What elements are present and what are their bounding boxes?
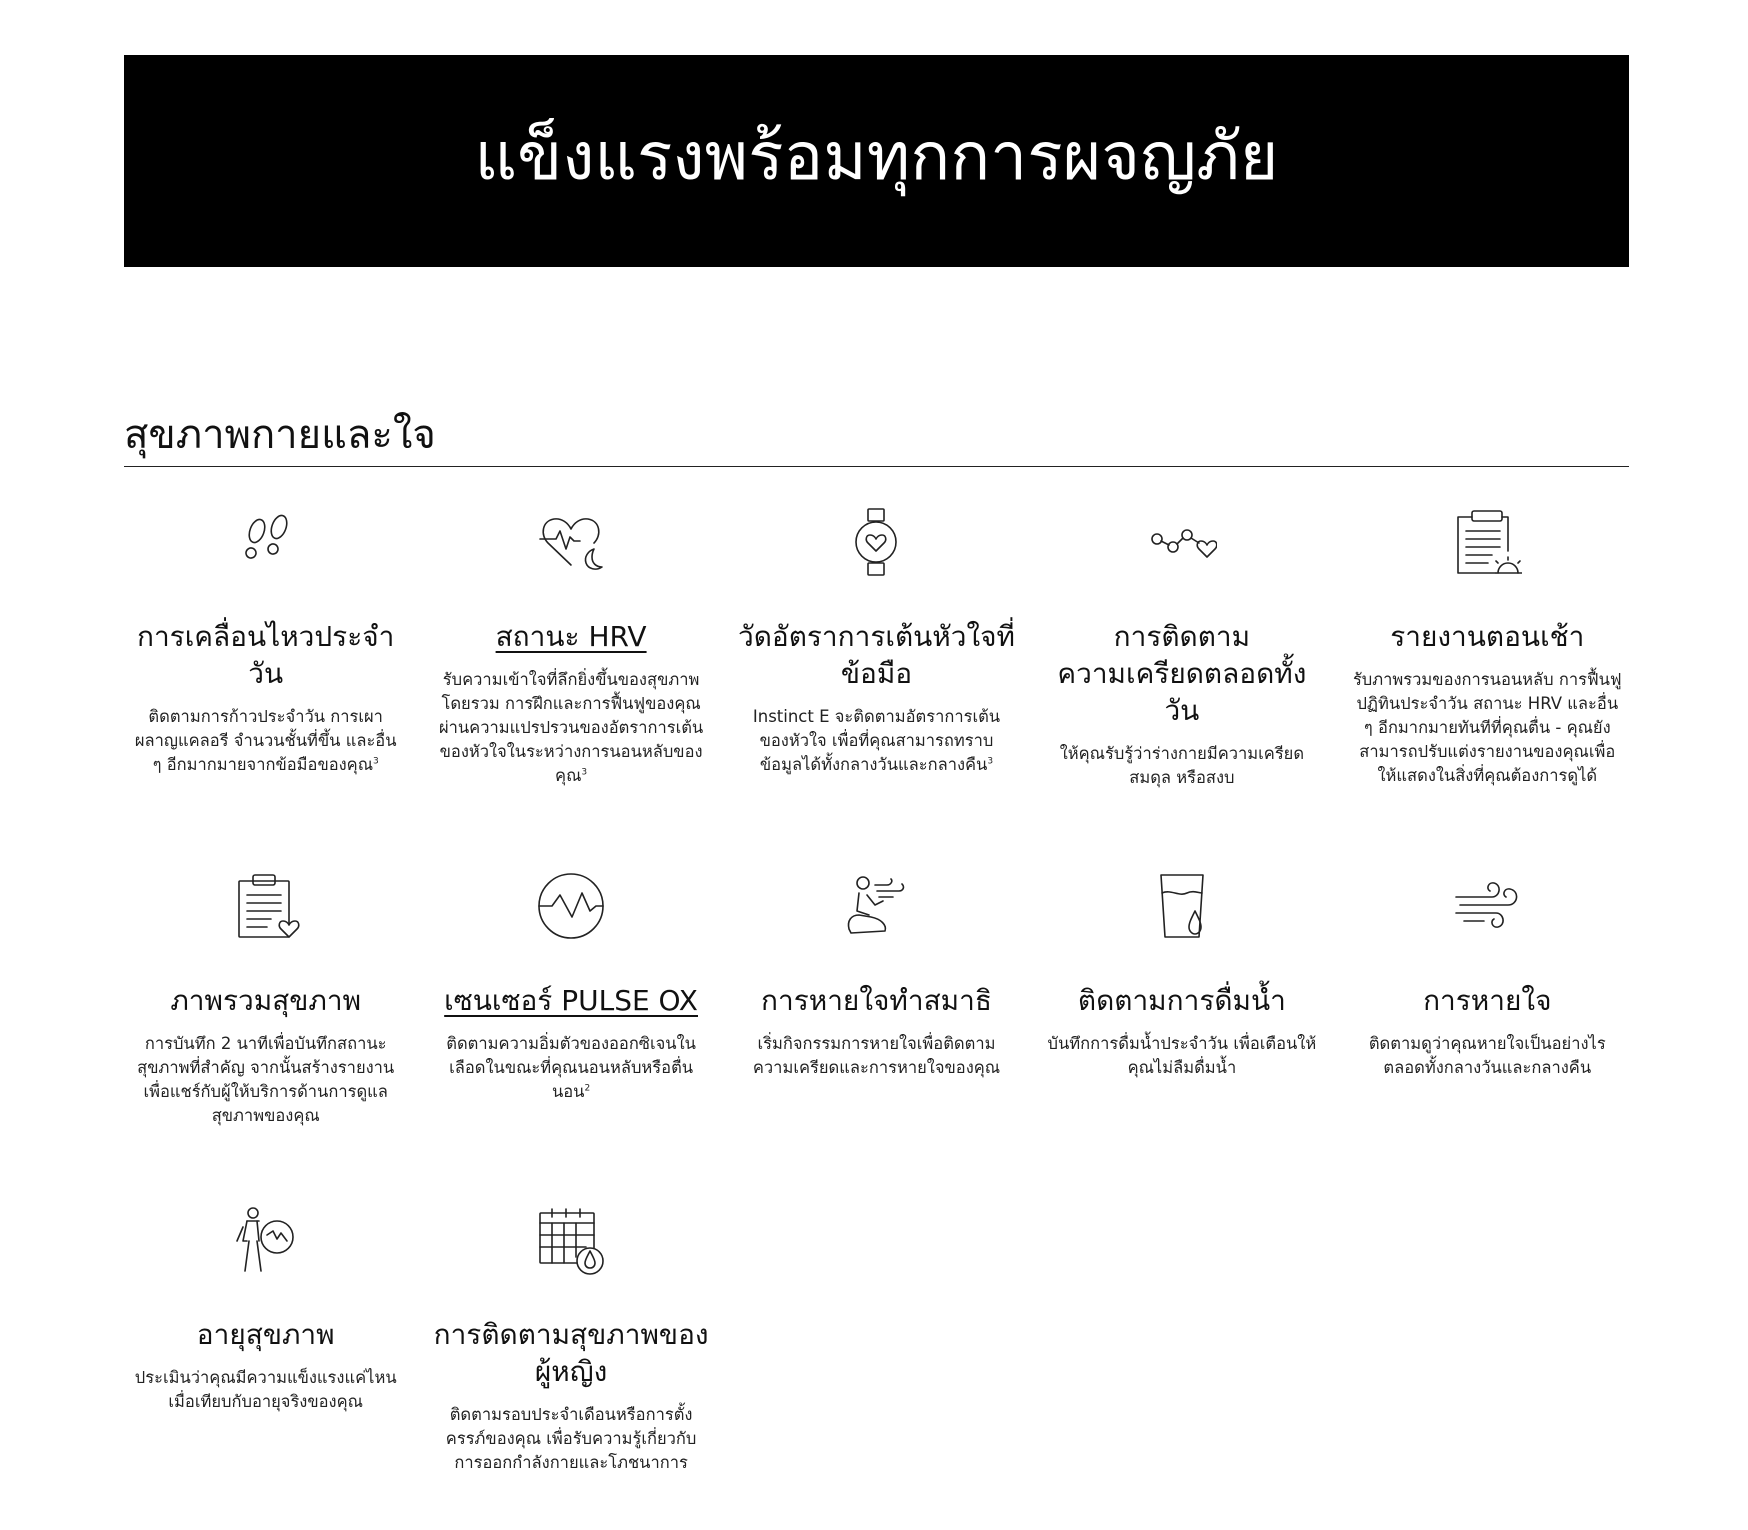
feature-desc: รับภาพรวมของการนอนหลับ การฟื้นฟู ปฏิทินประจำวัน สถานะ HRV และอื่น ๆ อีกมากมายทันทีที่คุณตื่น - คุณยังสามารถปรับแต่งรายงานของคุณเพื่อให้แสดงในสิ่งที่คุณต้องการดูได้ xyxy=(1352,669,1622,785)
feature-fitness-age xyxy=(124,1205,407,1505)
clipboard-sunrise-icon xyxy=(1452,507,1522,577)
feature-title: ติดตามการดื่มน้ำ xyxy=(1077,984,1286,1017)
wind-icon xyxy=(1452,871,1522,941)
stress-wave-icon xyxy=(1147,507,1217,577)
health-section xyxy=(124,410,1629,1505)
clipboard-heart-icon xyxy=(231,871,301,941)
meditation-breath-icon xyxy=(841,871,911,941)
feature-title: อายุสุขภาพ xyxy=(196,1318,335,1351)
feature-hydration xyxy=(1040,871,1323,1205)
feature-stress-tracking xyxy=(1040,507,1323,871)
feature-hrv-status xyxy=(429,507,712,871)
feature-wrist-heart-rate xyxy=(735,507,1018,871)
feature-breathwork xyxy=(735,871,1018,1205)
feature-title: การหายใจ xyxy=(1423,984,1552,1017)
pulse-ox-icon xyxy=(536,871,606,941)
feature-grid xyxy=(124,507,1629,1505)
feature-title: การติดตามความเครียดตลอดทั้งวัน xyxy=(1057,620,1307,727)
feature-desc: ประเมินว่าคุณมีความแข็งแรงแค่ไหนเมื่อเทียบกับอายุจริงของคุณ xyxy=(134,1367,397,1411)
feature-health-snapshot xyxy=(124,871,407,1205)
feature-desc: Instinct E จะติดตามอัตราการเต้นของหัวใจ เพื่อที่คุณสามารถทราบข้อมูลได้ทั้งกลางวันและกลางคืน$^3$ xyxy=(752,706,1001,774)
feature-desc: ติดตามการก้าวประจำวัน การเผาผลาญแคลอรี จำนวนชั้นที่ขึ้น และอื่น ๆ อีกมากมายจากข้อมือของคุณ$^3$ xyxy=(134,706,397,774)
feature-title: การเคลื่อนไหวประจำวัน xyxy=(137,620,395,690)
feature-title: ภาพรวมสุขภาพ xyxy=(170,984,362,1017)
fitness-age-icon xyxy=(231,1205,301,1275)
feature-desc: เริ่มกิจกรรมการหายใจเพื่อติดตามความเครียดและการหายใจของคุณ xyxy=(752,1033,1001,1077)
feature-morning-report xyxy=(1346,507,1629,871)
feature-title: รายงานตอนเช้า xyxy=(1390,620,1585,653)
feature-daily-activity xyxy=(124,507,407,871)
heart-moon-icon xyxy=(536,507,606,577)
footsteps-icon xyxy=(231,507,301,577)
feature-desc: บันทึกการดื่มน้ำประจำวัน เพื่อเตือนให้คุณไม่ลืมดื่มน้ำ xyxy=(1047,1033,1317,1077)
pulse-ox-link[interactable]: เซนเซอร์ PULSE OX xyxy=(444,984,698,1017)
feature-desc: ให้คุณรับรู้ว่าร่างกายมีความเครียด สมดุล หรือสงบ xyxy=(1059,743,1305,787)
feature-title: วัดอัตราการเต้นหัวใจที่ข้อมือ xyxy=(737,620,1015,690)
feature-respiration xyxy=(1346,871,1629,1205)
feature-desc: ติดตามดูว่าคุณหายใจเป็นอย่างไรตลอดทั้งกลางวันและกลางคืน xyxy=(1368,1033,1606,1077)
feature-desc: การบันทึก 2 นาทีเพื่อบันทึกสถานะสุขภาพที่สำคัญ จากนั้นสร้างรายงานเพื่อแชร์กับผู้ให้บริการด้านการดูแลสุขภาพของคุณ xyxy=(137,1033,395,1125)
feature-desc: ติดตามรอบประจำเดือนหรือการตั้งครรภ์ของคุณ เพื่อรับความรู้เกี่ยวกับการออกกำลังกายและโภชนาการ xyxy=(445,1404,697,1472)
feature-womens-health xyxy=(429,1205,712,1505)
watch-heart-icon xyxy=(841,507,911,577)
feature-title: การติดตามสุขภาพของผู้หญิง xyxy=(433,1318,709,1388)
hrv-status-link[interactable]: สถานะ HRV xyxy=(495,620,647,653)
feature-pulse-ox xyxy=(429,871,712,1205)
feature-desc: รับความเข้าใจที่ลึกยิ่งขึ้นของสุขภาพโดยรวม การฝึกและการฟื้นฟูของคุณผ่านความแปรปรวนของอัตราการเต้นของหัวใจในระหว่างการนอนหลับของคุณ$^3$ xyxy=(438,669,704,785)
feature-title: การหายใจทำสมาธิ xyxy=(761,984,992,1017)
hero-banner xyxy=(124,55,1629,267)
feature-desc: ติดตามความอิ่มตัวของออกซิเจนในเลือดในขณะที่คุณนอนหลับหรือตื่นนอน$^2$ xyxy=(446,1033,696,1101)
water-glass-icon xyxy=(1147,871,1217,941)
section-title: สุขภาพกายและใจ xyxy=(124,410,1629,467)
hero-title: แข็งแรงพร้อมทุกการผจญภัย xyxy=(474,118,1279,196)
calendar-drop-icon xyxy=(536,1205,606,1275)
